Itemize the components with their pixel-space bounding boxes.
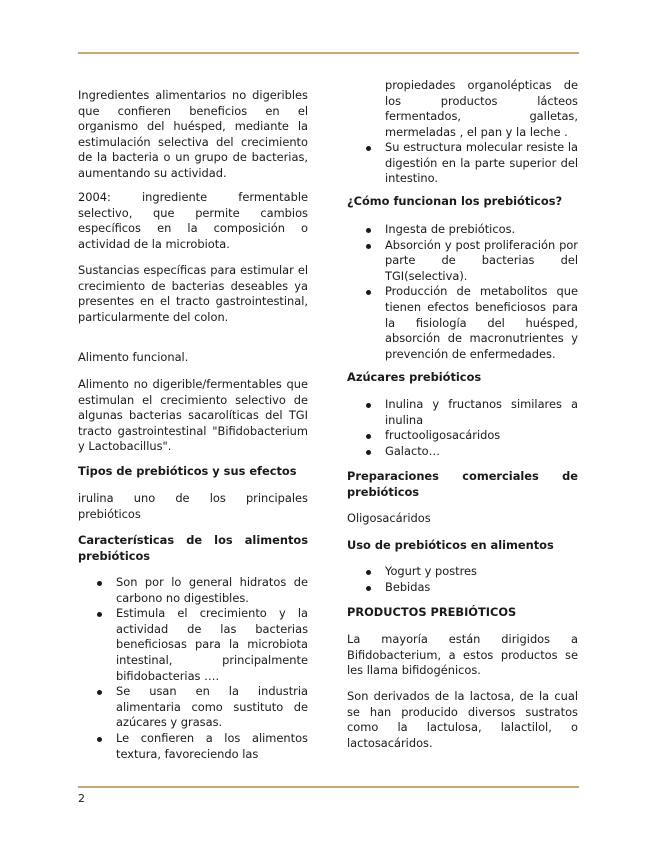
oligosaccharides-text: Oligosacáridos (347, 511, 431, 525)
page-number: 2 (78, 792, 85, 805)
list-item: Absorción y post proliferación por parte de bacterias del TGI(selectiva). (385, 238, 578, 285)
definition-paragraph-1: Ingredientes alimentarios no digeribles que confieren beneficios en el organismo del huésped, mediante la estimulación selectiva del crecimiento de la bacteria o un grupo de bacterias, aumentando su actividad. (78, 88, 308, 180)
heading-characteristics: Características de los alimentos prebióticos (78, 533, 308, 563)
bullet-icon (97, 612, 102, 617)
list-item: Yogurt y postres (385, 564, 578, 580)
list-item: Estimula el crecimiento y la actividad de las bacterias beneficiosas para la microbiota intestinal, principalmente bifidobacterias …. (116, 606, 308, 684)
types-paragraph: irulina uno de los principales prebióticos (78, 491, 308, 521)
continued-bullet-text: propiedades organolépticas de los productos lácteos fermentados, galletas, mermeladas , el pan y la leche . (385, 78, 578, 139)
bullet-icon (366, 586, 371, 591)
bullet-icon (97, 690, 102, 695)
list-item: Se usan en la industria alimentaria como sustituto de azúcares y grasas. (116, 684, 308, 731)
sugars-list (385, 397, 578, 459)
heading-commercial: Preparaciones comerciales de prebióticos (347, 469, 578, 499)
continued-list (385, 140, 578, 187)
bullet-icon (366, 146, 371, 151)
list-item: Ingesta de prebióticos. (385, 222, 578, 238)
heading-products: PRODUCTOS PREBIÓTICOS (347, 605, 517, 619)
bullet-icon (366, 434, 371, 439)
bullet-icon (366, 450, 371, 455)
heading-types: Tipos de prebióticos y sus efectos (78, 464, 297, 478)
list-item: fructooligosacáridos (385, 428, 578, 444)
definition-paragraph-5: Alimento no digerible/fermentables que estimulan el crecimiento selectivo de algunas bacterias sacarolíticas del TGI tracto gastrointestinal "Bifidobacterium y Lactobacillus". (78, 377, 308, 454)
heading-food-use: Uso de prebióticos en alimentos (347, 538, 554, 552)
list-item: Su estructura molecular resiste la digestión en la parte superior del intestino. (385, 140, 578, 187)
heading-how-they-work: ¿Cómo funcionan los prebióticos? (347, 194, 563, 208)
products-paragraph-2: Son derivados de la lactosa, de la cual se han producido diversos sustratos como la lactulosa, lalactilol, o lactosacáridos. (347, 689, 578, 750)
definition-paragraph-4: Alimento funcional. (78, 350, 189, 364)
bullet-icon (366, 244, 371, 249)
definition-paragraph-2: 2004: ingrediente fermentable selectivo, que permite cambios específicos en la composición o actividad de la microbiota. (78, 190, 308, 251)
list-item: Galacto… (385, 444, 578, 460)
list-item: Son por lo general hidratos de carbono no digestibles. (116, 575, 308, 606)
uses-list (385, 564, 578, 595)
characteristics-list (116, 575, 308, 762)
list-item: Le confieren a los alimentos textura, favoreciendo las (116, 731, 308, 762)
list-item: Producción de metabolitos que tienen efectos beneficiosos para la fisiología del huésped, absorción de macronutrientes y prevención de enfermedades. (385, 284, 578, 362)
list-item: Inulina y fructanos similares a inulina (385, 397, 578, 428)
bullet-icon (366, 228, 371, 233)
products-paragraph-1: La mayoría están dirigidos a Bifidobacterium, a estos productos se les llama bifidogénicos. (347, 632, 578, 678)
bullet-icon (97, 737, 102, 742)
footer-rule (78, 786, 579, 788)
function-list (385, 222, 578, 362)
list-item: Bebidas (385, 580, 578, 596)
heading-sugars: Azúcares prebióticos (347, 370, 482, 384)
bullet-icon (366, 403, 371, 408)
bullet-icon (366, 570, 371, 575)
bullet-icon (97, 581, 102, 586)
definition-paragraph-3: Sustancias específicas para estimular el crecimiento de bacterias deseables ya presentes en el tracto gastrointestinal, particularmente del colon. (78, 263, 308, 324)
bullet-icon (366, 290, 371, 295)
header-rule (78, 52, 579, 54)
